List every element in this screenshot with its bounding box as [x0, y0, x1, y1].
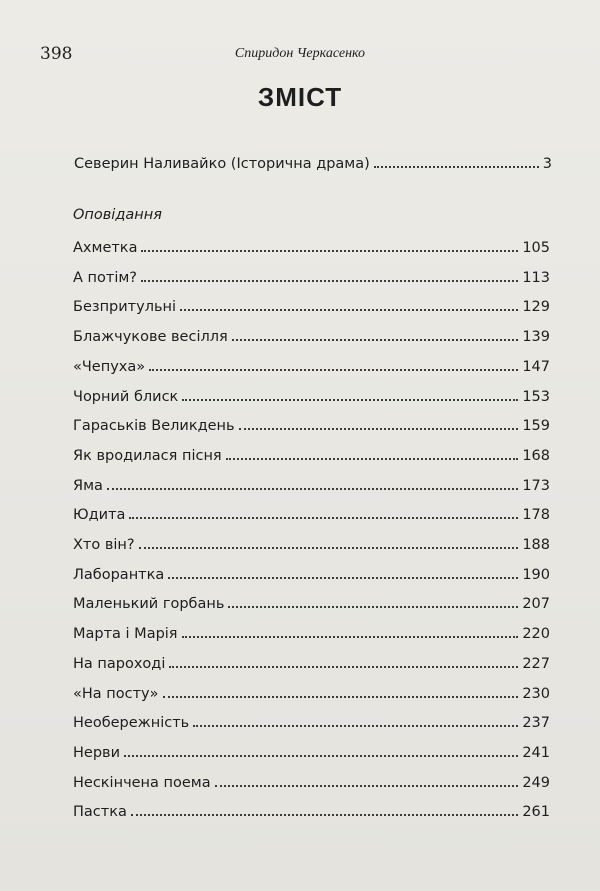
page-title: ЗМІСТ [257, 82, 343, 112]
toc-entry-page: 159 [522, 418, 550, 435]
toc-entry-title: Пастка [73, 804, 127, 821]
toc-entry-title: Як вродилася пісня [73, 447, 222, 464]
toc-entry-title: Нерви [73, 744, 120, 761]
toc-entry [73, 531, 550, 553]
toc-entry [73, 739, 550, 761]
toc-entry-page: 207 [522, 596, 550, 613]
toc-entry-title: Марта і Марія [73, 626, 178, 643]
toc-entry-page: 249 [522, 774, 550, 791]
toc-entry [73, 234, 550, 256]
toc-entry-page: 147 [522, 358, 550, 375]
toc-entry [73, 323, 550, 345]
dot-leader [374, 165, 539, 168]
toc-entry-title: «Чепуха» [73, 358, 146, 375]
toc-entry-title: Ахметка [73, 240, 138, 256]
toc-entry-page: 153 [522, 388, 550, 405]
dot-leader [215, 784, 519, 787]
dot-leader [193, 724, 518, 727]
toc-entry-title: Блажчукове весілля [73, 329, 228, 346]
toc-entry [73, 264, 550, 286]
running-head: Спиридон Черкасенко [234, 46, 366, 61]
dot-leader [107, 487, 518, 490]
dot-leader [139, 546, 519, 549]
toc-entry-page: 168 [522, 447, 550, 464]
dot-leader [226, 457, 519, 460]
dot-leader [163, 695, 519, 698]
toc-entry-title: Чорний блиск [73, 388, 179, 405]
toc-entry-page: 173 [522, 477, 550, 494]
toc-entry-title: Лаборантка [73, 566, 165, 583]
dot-leader [239, 427, 519, 430]
toc-entry-page: 3 [542, 156, 552, 172]
toc-entry-title: А потім? [73, 269, 137, 286]
toc-entry [73, 561, 550, 583]
toc-entry-page: 261 [522, 804, 550, 821]
toc-entry [73, 590, 550, 612]
toc-entry-page: 237 [522, 715, 550, 732]
toc-entry [73, 769, 550, 791]
toc-entry [73, 353, 550, 375]
toc-entry [73, 412, 550, 434]
toc-entry-page: 230 [522, 685, 550, 702]
toc-entry-title: Маленький горбань [73, 596, 225, 613]
toc-entry [73, 680, 550, 702]
toc-entry-title: Безпритульні [73, 299, 177, 316]
toc-entry-page: 129 [522, 299, 550, 316]
dot-leader [131, 813, 518, 816]
dot-leader [182, 635, 519, 638]
dot-leader [169, 665, 518, 668]
toc-entry-page: 227 [522, 655, 550, 672]
toc-entry-title: Хто він? [73, 537, 135, 553]
toc-entry [73, 442, 550, 464]
toc-entry-title: «На посту» [73, 685, 159, 702]
toc-entry-page: 178 [522, 507, 550, 524]
toc-entry-title: Гараськів Великдень [73, 418, 235, 435]
dot-leader [228, 605, 518, 608]
toc-entry-title: Яма [73, 477, 103, 494]
toc-entry-page: 188 [522, 537, 550, 553]
toc-entry [73, 383, 550, 405]
toc-entry-page: 113 [522, 269, 550, 286]
toc-entry [73, 293, 550, 315]
dot-leader [182, 398, 518, 401]
toc-entry-page: 105 [522, 240, 550, 256]
toc-entry-title: Нескінчена поема [73, 774, 211, 791]
dot-leader [129, 516, 518, 519]
toc-entry [73, 472, 550, 494]
dot-leader [180, 308, 518, 311]
toc-entry [73, 798, 550, 820]
section-label: Оповідання [73, 207, 162, 223]
toc-entry [73, 709, 550, 731]
toc-entry-title: На пароході [73, 655, 166, 672]
toc-entry-title: Юдита [73, 507, 126, 524]
dot-leader [168, 576, 518, 579]
dot-leader [141, 279, 518, 282]
dot-leader [232, 338, 519, 341]
dot-leader [149, 368, 518, 371]
toc-entry [73, 501, 550, 523]
toc-entry-page: 139 [522, 329, 550, 346]
dot-leader [124, 754, 518, 757]
toc-entry-title: Необережність [73, 715, 190, 732]
toc-entry [74, 150, 552, 172]
toc-entry-page: 241 [522, 744, 550, 761]
toc-entry [73, 620, 550, 642]
toc-entry [73, 650, 550, 672]
toc-entry-page: 190 [522, 566, 550, 583]
page-header [40, 44, 560, 68]
toc-entry-title: Северин Наливайко (Історична драма) [74, 156, 370, 172]
page-number: 398 [40, 44, 73, 64]
toc-entry-page: 220 [522, 626, 550, 643]
dot-leader [141, 249, 518, 252]
